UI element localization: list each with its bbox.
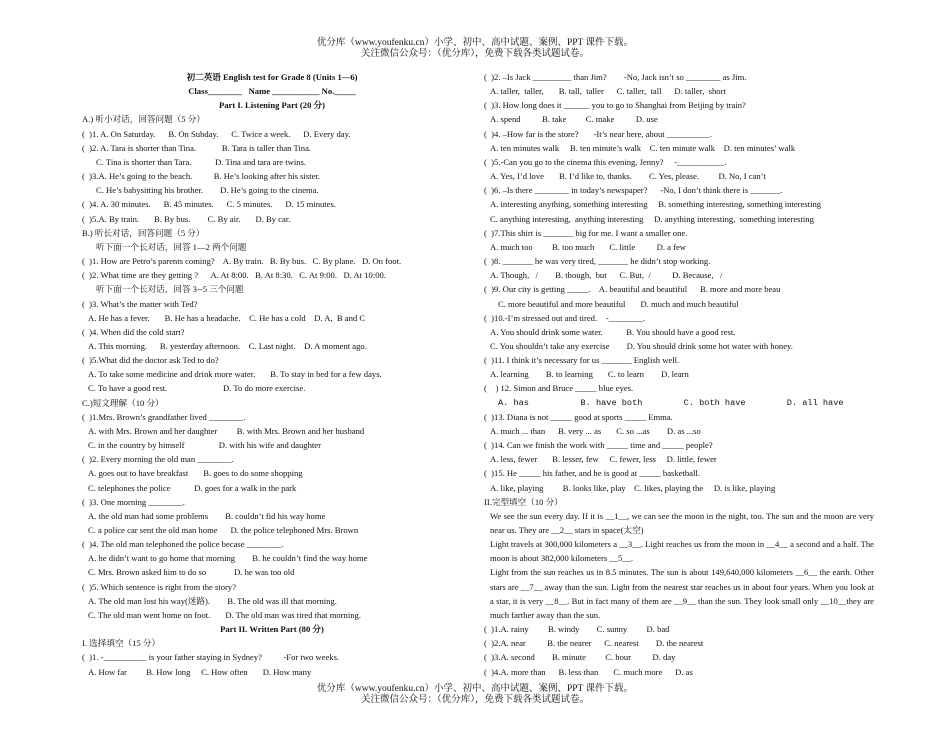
text-line: A. has B. have both C. both have D. all have xyxy=(498,397,844,408)
text-line: 听下面一个长对话，回答 3--5 三个问题 xyxy=(96,284,244,295)
text-line: ( )5.A. By train. B. By bus. C. By air. D. By car. xyxy=(82,213,291,224)
text-line: A. goes out to have breakfast B. goes to do some shopping xyxy=(88,468,303,479)
footer-line-1: 优分库（www.youfenku.cn）小学、初中、高中试题、案例、PPT 课件下载。 xyxy=(316,684,634,694)
text-line: C. a police car sent the old man home D. the police telephoned Mrs. Brown xyxy=(88,525,359,535)
text-line: A. less, fewer B. lesser, few C. fewer, less D. little, fewer xyxy=(490,454,717,465)
text-line: C. You shouldn’t take any exercise D. You should drink some hot water with honey. xyxy=(490,340,793,351)
text-line: A. like, playing B. looks like, play C. likes, playing the D. is like, playing xyxy=(490,482,776,493)
header-line-1: 优分库（www.youfenku.cn）小学、初中、高中试题、案例、PPT 课件下载。 xyxy=(316,38,634,48)
text-line: ( )8. _______ he was very tired, _______ he didn’t stop working. xyxy=(484,256,711,267)
text-line: ( )4. When did the cold start? xyxy=(82,326,185,337)
text-line: We see the sun every day. If it is __1__, we can see the moon in the night, too. The sun and the moon are very near us. They are __2__ stars in space(太空) xyxy=(490,510,874,535)
text-line: ( )5.What did the doctor ask Ted to do? xyxy=(82,355,219,366)
text-line: B.) 听长对话，回答问题（5 分） xyxy=(82,227,205,238)
text-line: ( )14. Can we finish the work with _____ time and _____ people? xyxy=(484,440,713,451)
text-line: Light from the sun reaches us in 8.5 minutes. The sun is about 149,640,000 kilometers __6__ the earth. Other stars are __7__ away than the sun. Light from the nearest star reaches us in about four years. When you look at a star, it is very __8__. But in fact many of them are __9__ than the sun. They look small only __10__they are much farther away than the sun. xyxy=(490,567,874,620)
page-header xyxy=(0,38,950,60)
text-line: ( )3. What’s the matter with Ted? xyxy=(82,298,198,309)
text-line: ( )6. –Is there ________ in today’s newspaper? -No, I don’t think there is _______. xyxy=(484,185,783,196)
text-line: A. much too B. too much C. little D. a few xyxy=(490,241,686,252)
page-footer xyxy=(0,684,950,706)
text-line: ( )1. -__________ is your father staying in Sydney? -For two weeks. xyxy=(82,652,340,663)
text-line: ( )1. How are Petro’s parents coming? A. By train. B. By bus. C. By plane. D. On foot. xyxy=(82,256,402,267)
text-line: C. Tina is shorter than Tara. D. Tina and tara are twins. xyxy=(96,156,307,167)
text-line: C. The old man went home on foot. D. The old man was tired that morning. xyxy=(88,609,361,620)
text-line: ( )2.A. near B. the nearer C. nearest D. the nearest xyxy=(484,638,704,649)
text-line: A. learning B. to learning C. to learn D. learn xyxy=(490,369,689,380)
text-line: 初二英语 English test for Grade 8 (Units 1—6) xyxy=(186,72,358,82)
text-line: 听下面一个长对话，回答 1—2 两个问题 xyxy=(96,241,247,252)
text-line: ( )4. The old man telephoned the police becase ________. xyxy=(82,539,284,550)
text-line: ( )1. A. On Saturday. B. On Subday. C. Twice a week. D. Every day. xyxy=(82,128,351,139)
right-column xyxy=(484,70,874,679)
footer-line-2: 关注微信公众号：（优分库），免费下载各类试题试卷。 xyxy=(360,695,589,705)
text-line: ( )2. A. Tara is shorter than Tina. B. Tara is taller than Tina. xyxy=(82,142,312,153)
text-line: C. Mrs. Brown asked him to do so D. he was too old xyxy=(88,567,295,578)
text-line: A. You should drink some water. B. You should have a good rest. xyxy=(490,326,736,337)
text-line: A. taller, taller, B. tall, taller C. taller, tall D. taller, short xyxy=(490,86,726,97)
text-line: ( )3. One morning ________. xyxy=(82,496,185,507)
text-line: C. telephones the police D. goes for a walk in the park xyxy=(88,482,297,493)
text-line: C. more beautiful and more beautiful D. much and much beautiful xyxy=(498,298,739,309)
text-line: ( )3. How long does it ______ you to go to Shanghai from Beijing by train? xyxy=(484,100,746,111)
text-line: ( )2. Every morning the old man ________. xyxy=(82,454,234,465)
text-line: ( )3.A. He’s going to the beach. B. He’s looking after his sister. xyxy=(82,171,320,182)
text-line: Class________ Name ___________ No._____ xyxy=(188,86,356,97)
text-line: A. much ... than B. very ... as C. so ...as D. as ...so xyxy=(490,425,701,436)
text-line: ( )7.This shirt is _______ big for me. I want a smaller one. xyxy=(484,227,688,238)
text-line: C. He’s babysitting his brother. D. He’s going to the cinema. xyxy=(96,185,319,196)
text-line: Part I. Listening Part (20 分) xyxy=(219,100,325,111)
text-line: A. the old man had some problems B. couldn’t fid his way home xyxy=(88,510,326,521)
text-line: A. spend B. take C. make D. use xyxy=(490,114,658,125)
text-line: A. To take some medicine and drink more water. B. To stay in bed for a few days. xyxy=(88,369,382,380)
text-line: ( )2. What time are they getting ? A. At 8:00. B. At 8:30. C. At 9:00. D. At 10:00. xyxy=(82,270,386,281)
text-line: A. ten minutes walk B. ten minute’s walk C. ten minute walk D. ten minutes’ walk xyxy=(490,142,796,153)
text-line: ( )13. Diana is not _____ good at sports _____ Emma. xyxy=(484,411,673,422)
text-line: ( )10.-I’m stressed out and tired. -________. xyxy=(484,312,646,323)
text-line: A. with Mrs. Brown and her daughter B. with Mrs. Brown and her husband xyxy=(88,425,365,436)
text-line: A. This morning. B. yesterday afternoon. C. Last night. D. A moment ago. xyxy=(88,340,367,351)
text-line: A. Though, / B. though, but C. But, / D. Because, / xyxy=(490,270,723,281)
text-line: ( )11. I think it’s necessary for us _______ English well. xyxy=(484,355,680,366)
text-line: C.)短文理解（10 分） xyxy=(82,397,164,408)
text-line: A.) 听小对话，回答问题（5 分） xyxy=(82,114,205,125)
text-line: ( )4. –How far is the store? -It’s near here, about __________. xyxy=(484,128,712,139)
text-line: I. 选择填空（15 分） xyxy=(82,638,161,649)
text-line: C. anything interesting, anything interesting D. anything interesting, something interesting xyxy=(490,213,814,224)
text-line: ( )3.A. second B. minute C. hour D. day xyxy=(484,652,676,663)
text-line: Part II. Written Part (80 分) xyxy=(220,624,324,635)
text-line: ( )1.A. rainy B. windy C. sunny D. bad xyxy=(484,624,670,635)
text-line: Light travels at 300,000 kilometers a __3__. Light reaches us from the moon in __4__ a second and a half. The moon is about 382,000 kilometers __5__. xyxy=(490,539,874,564)
text-line: A. The old man lost his way(迷路). B. The old was ill that morning. xyxy=(88,595,337,606)
text-line: ( ) 12. Simon and Bruce _____ blue eyes. xyxy=(484,383,634,394)
text-line: ( )4. A. 30 minutes. B. 45 minutes. C. 5 minutes. D. 15 minutes. xyxy=(82,199,336,210)
text-line: A. He has a fever. B. He has a headache. C. He has a cold D. A, B and C xyxy=(88,312,366,323)
left-column xyxy=(82,70,462,679)
text-line: C. in the country by himself D. with his wife and daughter xyxy=(88,440,321,451)
header-line-2: 关注微信公众号：（优分库），免费下载各类试题试卷。 xyxy=(360,49,589,59)
text-line: A. How far B. How long C. How often D. How many xyxy=(88,666,312,677)
text-line: A. he didn’t want to go home that morning B. he couldn’t find the way home xyxy=(88,553,368,564)
text-line: A. interesting anything, something interesting B. something interesting, something interesting xyxy=(490,199,822,210)
text-line: ( )9. Our city is getting _____. A. beautiful and beautiful B. more and more beau xyxy=(484,284,781,295)
text-line: ( )4.A. more than B. less than C. much more D. as xyxy=(484,666,693,677)
text-line: ( )5.-Can you go to the cinema this evening, Jenny? -___________. xyxy=(484,156,727,167)
text-line: ( )1.Mrs. Brown’s grandfather lived ________. xyxy=(82,411,246,422)
text-line: II.完型填空（10 分） xyxy=(484,496,563,507)
text-line: ( )5. Which sentence is right from the story? xyxy=(82,581,237,592)
text-line: A. Yes, I’d love B. I’d like to, thanks. C. Yes, please. D. No, I can’t xyxy=(490,171,766,182)
text-line: C. To have a good rest. D. To do more exercise. xyxy=(88,383,306,394)
text-line: ( )15. He _____ his father, and he is good at _____ basketball. xyxy=(484,468,700,479)
text-line: ( )2. –Is Jack _________ than Jim? -No, Jack isn’t so ________ as Jim. xyxy=(484,72,747,82)
